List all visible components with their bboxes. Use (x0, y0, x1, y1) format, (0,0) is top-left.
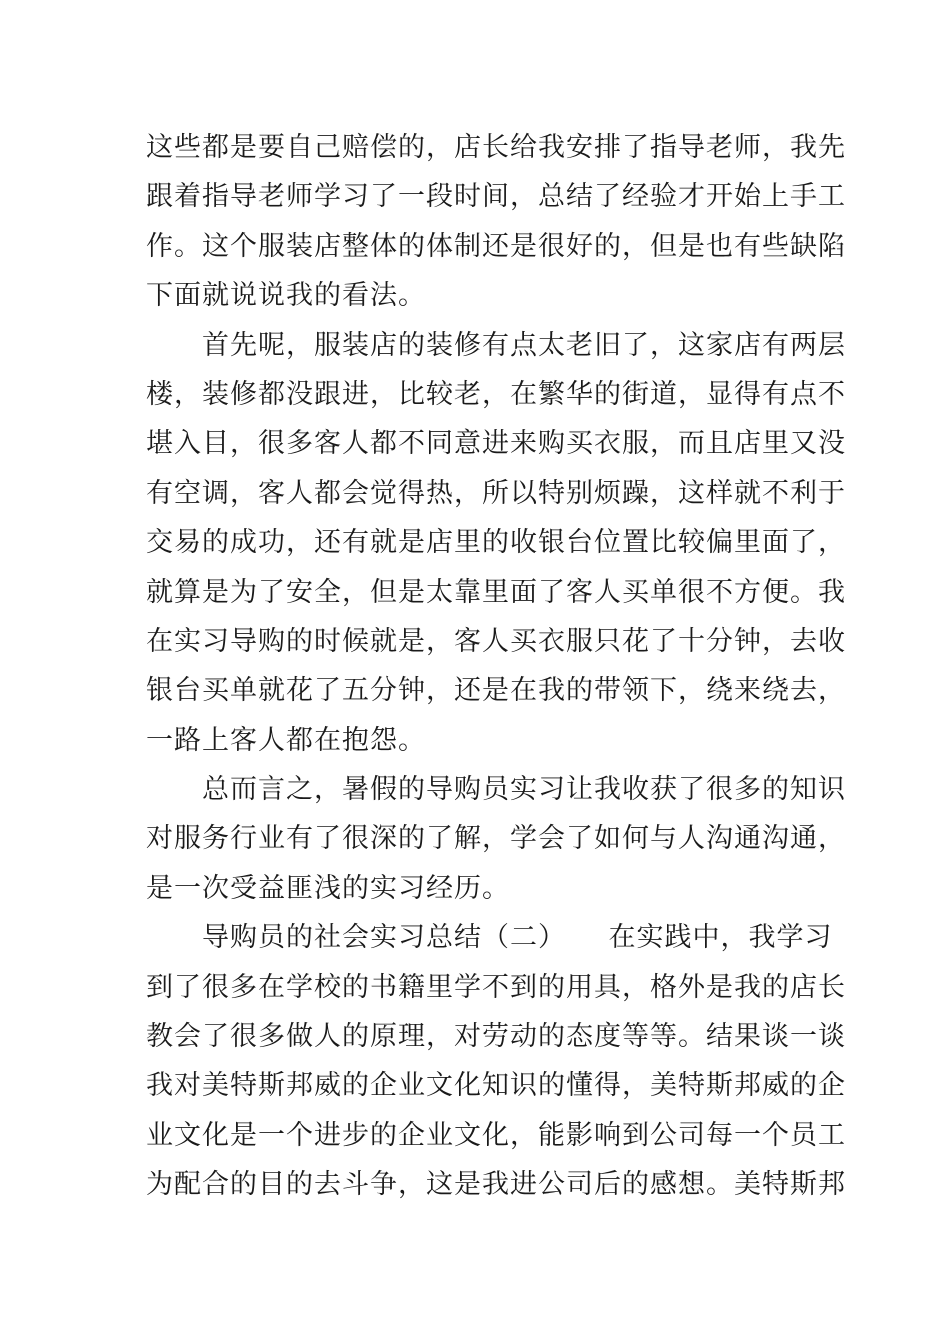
text-line: 楼，装修都没跟进，比较老，在繁华的街道，显得有点不 (146, 378, 846, 410)
text-line: 银台买单就花了五分钟，还是在我的带领下，绕来绕去， (146, 675, 846, 707)
text-line: 总而言之，暑假的导购员实习让我收获了很多的知识 (146, 774, 846, 806)
text-line: 到了很多在学校的书籍里学不到的用具，格外是我的店长 (146, 971, 846, 1003)
text-line: 为配合的目的去斗争，这是我进公司后的感想。美特斯邦 (146, 1169, 846, 1201)
text-line: 有空调，客人都会觉得热，所以特别烦躁，这样就不利于 (146, 477, 846, 509)
body-text (146, 123, 846, 1210)
text-line: 在实习导购的时候就是，客人买衣服只花了十分钟，去收 (146, 625, 846, 657)
text-line: 这些都是要自己赔偿的，店长给我安排了指导老师，我先 (146, 132, 846, 163)
text-line: 一路上客人都在抱怨。 (146, 724, 426, 756)
text-line: 业文化是一个进步的企业文化，能影响到公司每一个员工 (146, 1119, 846, 1151)
text-line: 是一次受益匪浅的实习经历。 (146, 872, 510, 904)
text-line: 跟着指导老师学习了一段时间，总结了经验才开始上手工 (146, 181, 846, 213)
text-line: 对服务行业有了很深的了解，学会了如何与人沟通沟通， (146, 823, 846, 855)
text-line: 下面就说说我的看法。 (146, 280, 426, 312)
text-line: 作。这个服装店整体的体制还是很好的，但是也有些缺陷 (146, 230, 846, 262)
text-line: 交易的成功，还有就是店里的收银台位置比较偏里面了， (146, 527, 846, 559)
text-line: 堪入目，很多客人都不同意进来购买衣服，而且店里又没 (146, 428, 846, 460)
text-line: 教会了很多做人的原理，对劳动的态度等等。结果谈一谈 (146, 1021, 846, 1053)
text-line: 导购员的社会实习总结（二） 在实践中，我学习 (146, 922, 833, 954)
text-line: 我对美特斯邦威的企业文化知识的懂得，美特斯邦威的企 (146, 1070, 846, 1102)
text-line: 就算是为了安全，但是太靠里面了客人买单很不方便。我 (146, 576, 846, 608)
text-line: 首先呢，服装店的装修有点太老旧了，这家店有两层 (146, 329, 846, 361)
